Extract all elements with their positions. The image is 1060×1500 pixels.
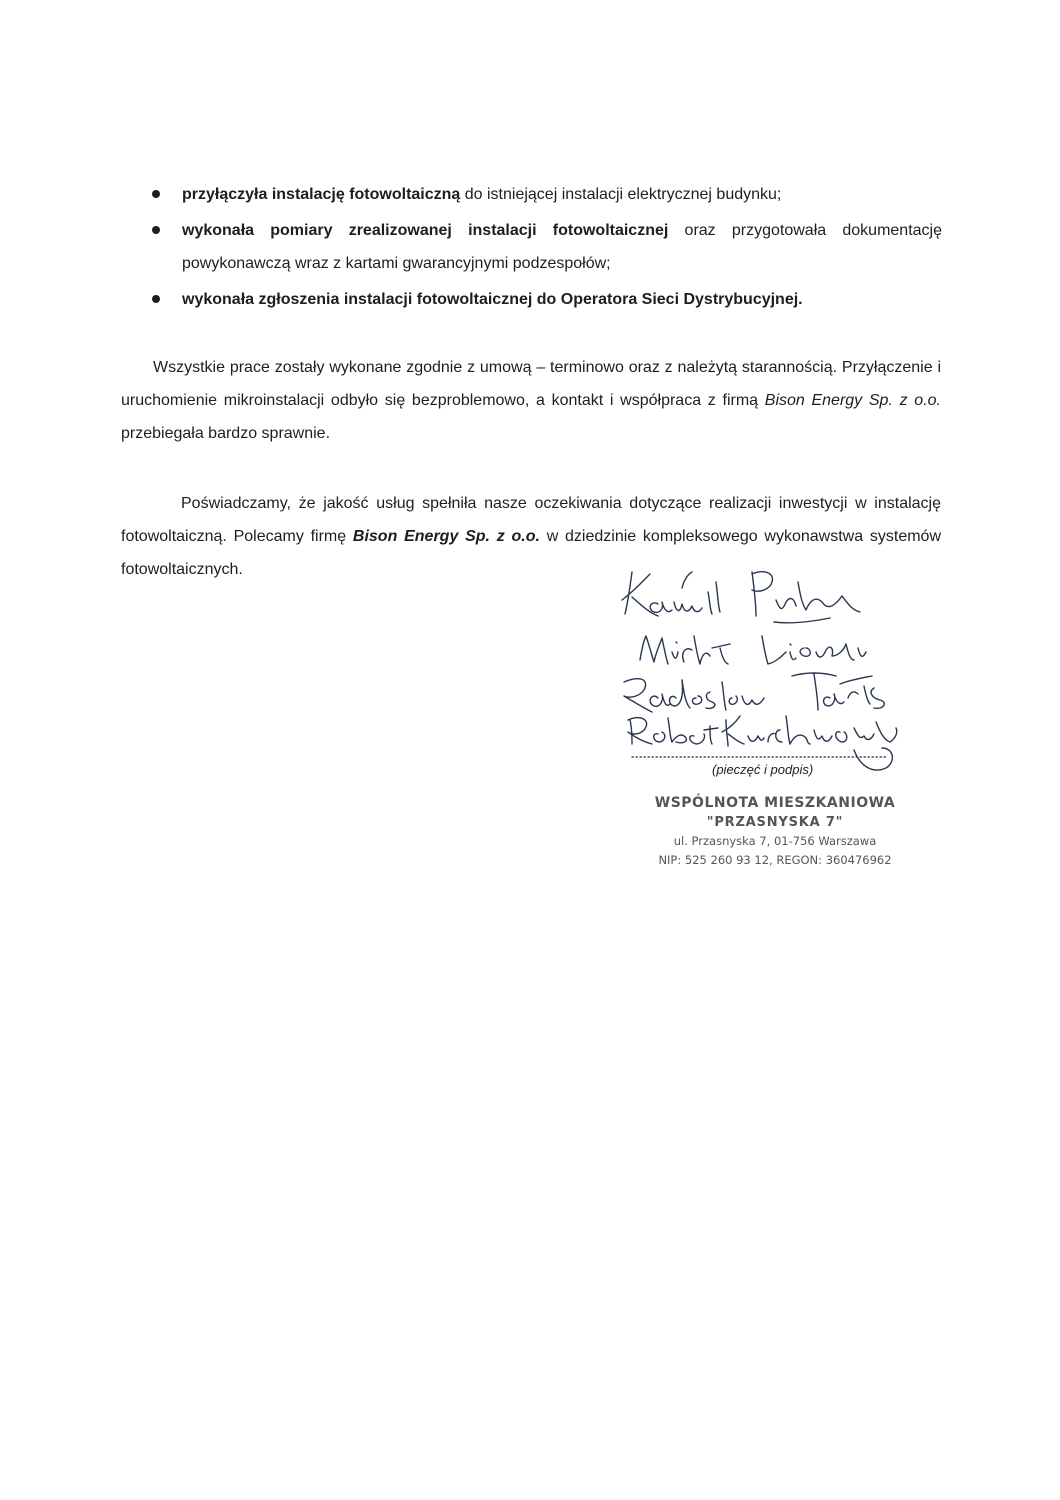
list-item	[150, 178, 942, 211]
list-item-bold: przyłączyła instalację fotowoltaiczną	[182, 186, 461, 203]
list-item-text: do istniejącej instalacji elektrycznej budynku;	[460, 186, 782, 203]
community-stamp	[640, 793, 910, 869]
list-item	[150, 214, 942, 280]
signature-caption: (pieczęć i podpis)	[712, 762, 814, 777]
work-list	[150, 178, 942, 319]
paragraph-text: Poświadczamy, że jakość usług spełniła nasze oczekiwania dotyczące realizacji inwestycji w instalację fotowoltaiczną. Polecamy firmę	[121, 495, 941, 545]
list-item-bold: wykonała pomiary zrealizowanej instalacji fotowoltaicznej	[182, 222, 669, 239]
stamp-address: ul. Przasnyska 7, 01-756 Warszawa	[673, 834, 877, 848]
bullet-icon	[152, 226, 160, 234]
paragraph-text: Wszystkie prace zostały wykonane zgodnie z umową – terminowo oraz z należytą starannością. Przyłączenie i uruchomienie mikroinstalacji odbyło się bezproblemowo, a kontakt i współpraca z firmą	[121, 359, 941, 409]
stamp-tax-ids: NIP: 525 260 93 12, REGON: 360476962	[658, 853, 892, 867]
paragraph-tail: w dziedzinie kompleksowego wykonawstwa systemów fotowoltaicznych.	[121, 528, 941, 578]
bullet-icon	[152, 295, 160, 303]
list-item-text: oraz przygotowała dokumentację powykonawczą wraz z kartami gwarancyjnymi podzespołów;	[182, 222, 942, 272]
company-name: Bison Energy Sp. z o.o.	[764, 392, 941, 409]
stamp-organization: WSPÓLNOTA MIESZKANIOWA	[654, 795, 896, 811]
paragraph-tail: przebiegała bardzo sprawnie.	[121, 425, 331, 442]
company-name: Bison Energy Sp. z o.o.	[352, 528, 540, 545]
list-item	[150, 283, 942, 316]
handwritten-signatures	[610, 552, 910, 782]
list-item-bold: wykonała zgłoszenia instalacji fotowoltaicznej do Operatora Sieci Dystrybucyjnej.	[182, 291, 803, 308]
bullet-icon	[152, 190, 160, 198]
stamp-name: "PRZASNYSKA 7"	[706, 815, 844, 830]
paragraph-completion	[121, 351, 941, 450]
signature-icon	[610, 552, 910, 782]
